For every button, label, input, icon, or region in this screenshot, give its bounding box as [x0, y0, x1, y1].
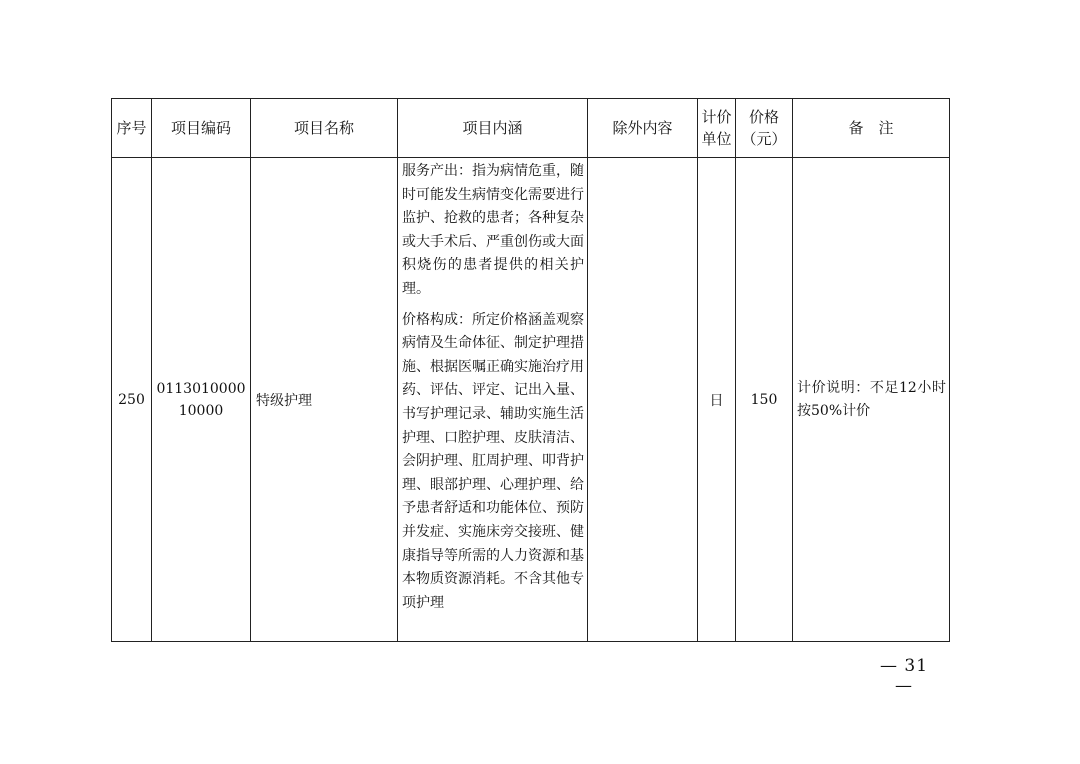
table-header-row — [112, 99, 950, 158]
content-price-composition: 价格构成：所定价格涵盖观察病情及生命体征、制定护理措施、根据医嘱正确实施治疗用药、评估、评定、记出入量、书写护理记录、辅助实施生活护理、口腔护理、皮肤清洁、会阴护理、肛周护理、叩背护理、眼部护理、心理护理、给予患者舒适和功能体位、预防并发症、实施床旁交接班、健康指导等所需的人力资源和基本物质资源消耗。不含其他专项护理 — [402, 311, 584, 611]
header-price: 价格（元） — [736, 99, 793, 158]
header-content: 项目内涵 — [398, 99, 588, 158]
content-service-output: 服务产出：指为病情危重，随时可能发生病情变化需要进行监护、抢救的患者；各种复杂或大手术后、严重创伤或大面积烧伤的患者提供的相关护理。 — [402, 163, 584, 297]
header-name: 项目名称 — [251, 99, 398, 158]
cell-content — [398, 158, 588, 642]
cell-remark: 计价说明：不足12小时按50%计价 — [793, 158, 950, 642]
cell-unit: 日 — [698, 158, 736, 642]
cell-name: 特级护理 — [251, 158, 398, 642]
header-unit: 计价单位 — [698, 99, 736, 158]
header-exclusions: 除外内容 — [588, 99, 698, 158]
header-code: 项目编码 — [152, 99, 251, 158]
pricing-table — [111, 98, 950, 642]
page-number: — 31 — — [879, 656, 929, 696]
cell-code: 011301000010000 — [152, 158, 251, 642]
header-seq: 序号 — [112, 99, 152, 158]
cell-exclusions — [588, 158, 698, 642]
cell-seq: 250 — [112, 158, 152, 642]
table-row — [112, 158, 950, 642]
header-remark: 备 注 — [793, 99, 950, 158]
cell-price: 150 — [736, 158, 793, 642]
